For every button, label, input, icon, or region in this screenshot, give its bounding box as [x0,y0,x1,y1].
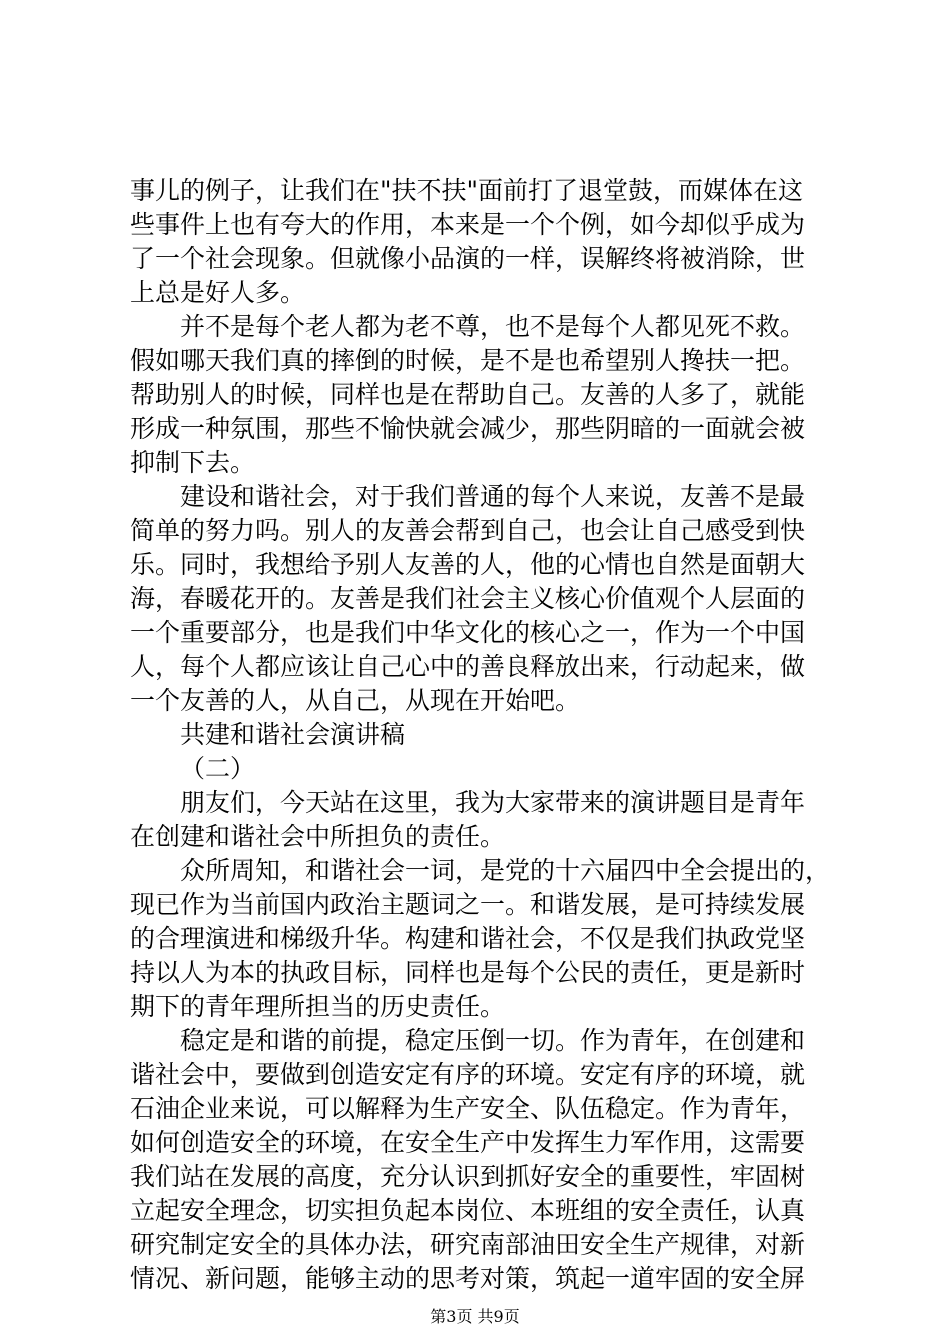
text-line: 事儿的例子，让我们在"扶不扶"面前打了退堂鼓，而媒体在这 [130,176,804,205]
text-line: 简单的努力吗。别人的友善会帮到自己，也会让自己感受到快 [130,516,806,545]
paragraph-start-line: 稳定是和谐的前提，稳定压倒一切。作为青年，在创建和 [180,1026,806,1055]
text-line: 情况、新问题，能够主动的思考对策，筑起一道牢固的安全屏 [130,1264,806,1293]
section-title: 共建和谐社会演讲稿 [180,720,406,749]
text-line: 谐社会中，要做到创造安定有序的环境。安定有序的环境，就 [130,1060,806,1089]
text-line: 我们站在发展的高度，充分认识到抓好安全的重要性，牢固树 [130,1162,806,1191]
section-number: （二） [180,754,256,783]
text-line: 抑制下去。 [130,448,256,477]
text-line: 立起安全理念，切实担负起本岗位、本班组的安全责任，认真 [130,1196,806,1225]
paragraph-start-line: 建设和谐社会，对于我们普通的每个人来说，友善不是最 [180,482,806,511]
text-line: 在创建和谐社会中所担负的责任。 [130,822,506,851]
page-number: 第3页 共9页 [430,1307,520,1326]
text-line: 现已作为当前国内政治主题词之一。和谐发展，是可持续发展 [130,890,806,919]
text-line: 石油企业来说，可以解释为生产安全、队伍稳定。作为青年， [130,1094,806,1123]
text-line: 人，每个人都应该让自己心中的善良释放出来，行动起来，做 [130,652,806,681]
text-line: 海，春暖花开的。友善是我们社会主义核心价值观个人层面的 [130,584,806,613]
text-line: 形成一种氛围，那些不愉快就会减少，那些阴暗的一面就会被 [130,414,806,443]
text-line: 期下的青年理所担当的历史责任。 [130,992,506,1021]
text-line: 持以人为本的执政目标，同样也是每个公民的责任，更是新时 [130,958,806,987]
text-line: 帮助别人的时候，同样也是在帮助自己。友善的人多了，就能 [130,380,806,409]
text-line: 一个重要部分，也是我们中华文化的核心之一，作为一个中国 [130,618,806,647]
text-line: 一个友善的人，从自己，从现在开始吧。 [130,686,581,715]
paragraph-start-line: 并不是每个老人都为老不尊，也不是每个人都见死不救。 [180,312,806,341]
page-footer [0,1306,950,1328]
text-line: 乐。同时，我想给予别人友善的人，他的心情也自然是面朝大 [130,550,806,579]
text-line: 研究制定安全的具体办法，研究南部油田安全生产规律，对新 [130,1230,806,1259]
text-line: 了一个社会现象。但就像小品演的一样，误解终将被消除，世 [130,244,806,273]
text-line: 上总是好人多。 [130,278,306,307]
text-line: 如何创造安全的环境，在安全生产中发挥生力军作用，这需要 [130,1128,806,1157]
text-line: 假如哪天我们真的摔倒的时候，是不是也希望别人搀扶一把。 [130,346,806,375]
paragraph-start-line: 朋友们，今天站在这里，我为大家带来的演讲题目是青年 [180,788,806,817]
text-line: 的合理演进和梯级升华。构建和谐社会，不仅是我们执政党坚 [130,924,806,953]
text-line: 些事件上也有夸大的作用，本来是一个个例，如今却似乎成为 [130,210,806,239]
paragraph-start-line: 众所周知，和谐社会一词，是党的十六届四中全会提出的， [180,856,830,885]
